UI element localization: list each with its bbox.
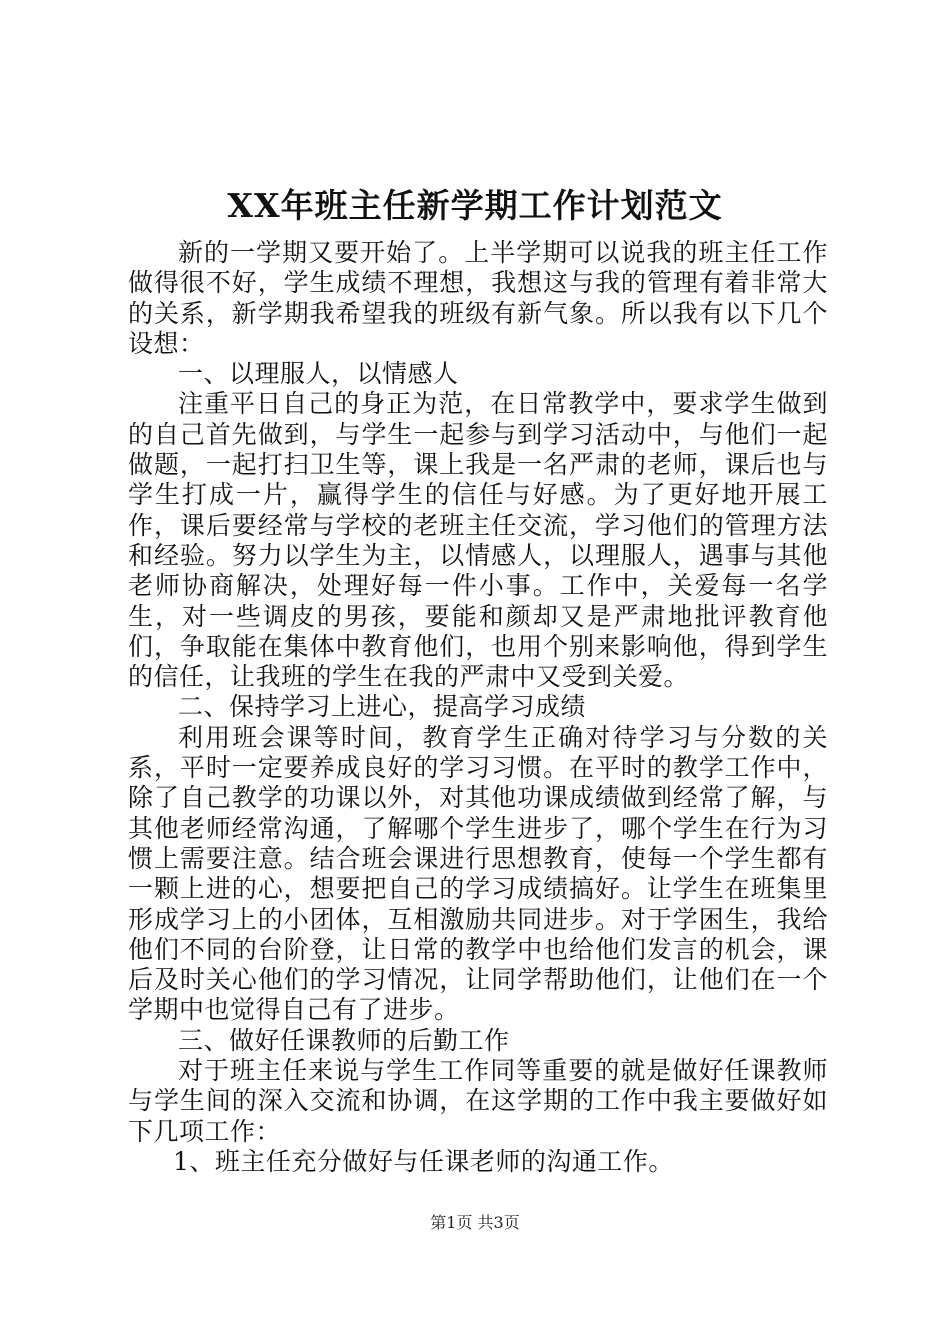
document-title: XX年班主任新学期工作计划范文	[227, 186, 723, 225]
section-2-heading: 二、保持学习上进心，提高学习成绩	[178, 692, 587, 722]
intro-paragraph: 新的一学期又要开始了。上半学期可以说我的班主任工作做得很不好，学生成绩不理想，我想这与我的管理有着非常大的关系，新学期我希望我的班级有新气象。所以我有以下几个设想：	[128, 238, 828, 358]
section-3-heading: 三、做好任课教师的后勤工作	[178, 1025, 510, 1055]
section-3-item-1: 1、班主任充分做好与任课老师的沟通工作。	[173, 1146, 674, 1176]
section-2-paragraph: 利用班会课等时间，教育学生正确对待学习与分数的关系，平时一定要养成良好的学习习惯。在平时的教学工作中，除了自己教学的功课以外，对其他功课成绩做到经常了解，与其他老师经常沟通，了解哪个学生进步了，哪个学生在行为习惯上需要注意。结合班会课进行思想教育，使每一个学生都有一颗上进的心，想要把自己的学习成绩搞好。让学生在班集里形成学习上的小团体，互相激励共同进步。对于学困生，我给他们不同的台阶登，让日常的教学中也给他们发言的机会，课后及时关心他们的学习情况，让同学帮助他们，让他们在一个学期中也觉得自己有了进步。	[128, 722, 828, 1025]
page-number-footer: 第1页 共3页	[430, 1213, 520, 1232]
document-body	[128, 238, 828, 1177]
section-1-paragraph: 注重平日自己的身正为范，在日常教学中，要求学生做到的自己首先做到，与学生一起参与到学习活动中，与他们一起做题，一起打扫卫生等，课上我是一名严肃的老师，课后也与学生打成一片，赢得学生的信任与好感。为了更好地开展工作，课后要经常与学校的老班主任交流，学习他们的管理方法和经验。努力以学生为主，以情感人，以理服人，遇事与其他老师协商解决，处理好每一件小事。工作中，关爱每一名学生，对一些调皮的男孩，要能和颜却又是严肃地批评教育他们，争取能在集体中教育他们，也用个别来影响他，得到学生的信任，让我班的学生在我的严肃中又受到关爱。	[128, 389, 828, 692]
section-3-paragraph: 对于班主任来说与学生工作同等重要的就是做好任课教师与学生间的深入交流和协调，在这学期的工作中我主要做好如下几项工作：	[128, 1056, 828, 1146]
section-1-heading: 一、以理服人，以情感人	[178, 359, 459, 389]
